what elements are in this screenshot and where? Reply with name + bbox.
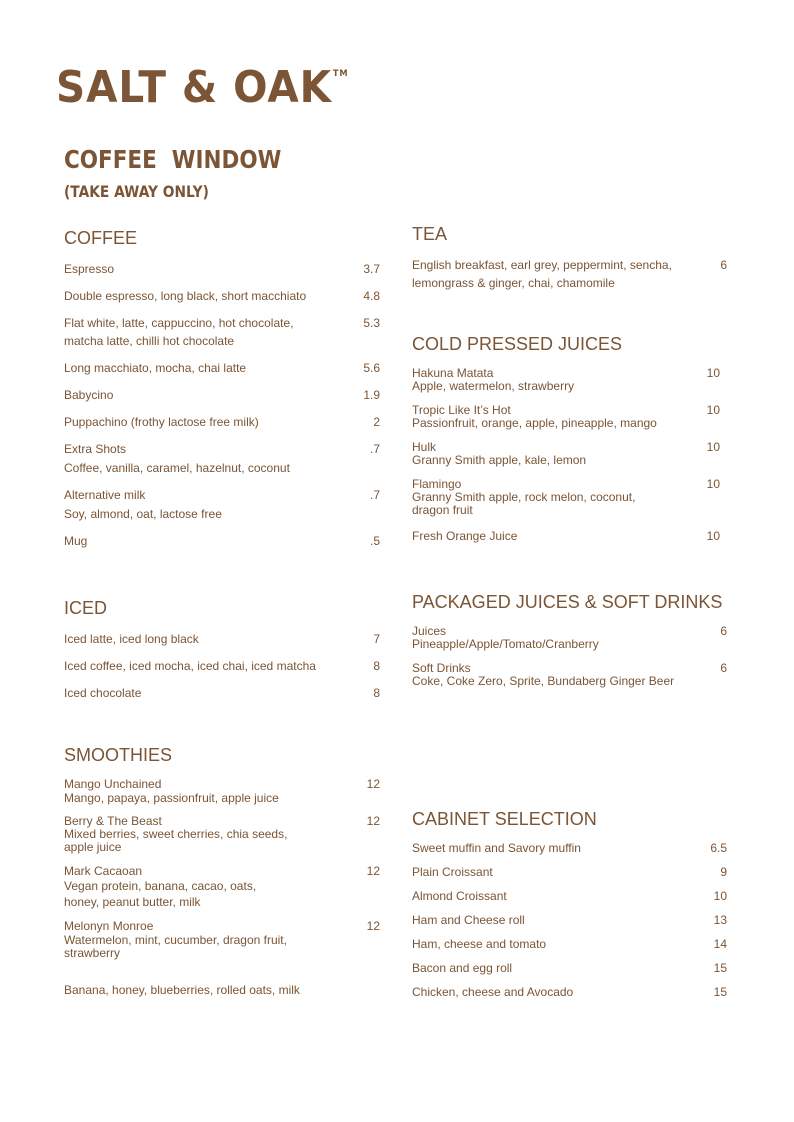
item-name: Ham and Cheese roll xyxy=(412,913,525,927)
item-description: Coke, Coke Zero, Sprite, Bundaberg Ginger Beer xyxy=(412,674,675,688)
item-price: 12 xyxy=(366,864,380,878)
item-name: Espresso xyxy=(64,262,115,276)
item-price: 10 xyxy=(706,403,720,417)
item-description: Apple, watermelon, strawberry xyxy=(412,379,575,393)
item-price: 6 xyxy=(720,258,727,272)
item-description: Granny Smith apple, kale, lemon xyxy=(412,453,587,467)
item-name: Alternative milk xyxy=(64,488,146,502)
section-heading-iced: ICED xyxy=(64,598,108,618)
section-heading-coffee: COFFEE xyxy=(64,228,138,248)
item-name: Bacon and egg roll xyxy=(412,961,513,975)
brand-logo xyxy=(56,62,349,113)
item-price: 6 xyxy=(720,661,727,675)
item-name: Hakuna Matata xyxy=(412,366,494,380)
item-description-continued: apple juice xyxy=(64,840,122,854)
item-name: Berry & The Beast xyxy=(64,814,162,828)
section-heading-tea: TEA xyxy=(412,224,448,244)
item-price: 3.7 xyxy=(363,262,380,276)
brand-name: SALT & OAK xyxy=(56,62,332,113)
page-title: COFFEE WINDOW xyxy=(64,145,282,174)
item-name: Mug xyxy=(64,534,88,548)
item-price: 9 xyxy=(720,865,727,879)
item-description: Soy, almond, oat, lactose free xyxy=(64,507,222,521)
item-name: Tropic Like It’s Hot xyxy=(412,403,511,417)
item-name: Juices xyxy=(412,624,447,638)
item-price: 8 xyxy=(373,686,380,700)
item-description: Mango, papaya, passionfruit, apple juice xyxy=(64,791,279,805)
section-heading-smoothies: SMOOTHIES xyxy=(64,745,173,765)
item-description-continued: strawberry xyxy=(64,946,121,960)
item-price: 12 xyxy=(366,919,380,933)
item-name: Plain Croissant xyxy=(412,865,493,879)
item-price: 4.8 xyxy=(363,289,380,303)
item-name: Iced chocolate xyxy=(64,686,142,700)
item-price: 15 xyxy=(713,985,727,999)
item-price: 6.5 xyxy=(710,841,727,855)
item-name: Mango Unchained xyxy=(64,777,162,791)
section-heading-cabinet-selection: CABINET SELECTION xyxy=(412,809,597,829)
item-name: Extra Shots xyxy=(64,442,127,456)
item-name: Sweet muffin and Savory muffin xyxy=(412,841,581,855)
item-price: 10 xyxy=(706,529,720,543)
item-name: Soft Drinks xyxy=(412,661,471,675)
item-name: Puppachino (frothy lactose free milk) xyxy=(64,415,259,429)
item-price: 13 xyxy=(713,913,727,927)
item-price: 5.6 xyxy=(363,361,380,375)
item-description-continued: honey, peanut butter, milk xyxy=(64,895,201,909)
item-name: Babycino xyxy=(64,388,114,402)
section-heading-cold-pressed-juices: COLD PRESSED JUICES xyxy=(412,334,623,354)
item-price: 15 xyxy=(713,961,727,975)
smoothie-extra-description: Banana, honey, blueberries, rolled oats, milk xyxy=(64,983,300,997)
item-price: 10 xyxy=(706,440,720,454)
item-name: Mark Cacaoan xyxy=(64,864,143,878)
item-name: Iced coffee, iced mocha, iced chai, iced matcha xyxy=(64,659,316,673)
item-description: Watermelon, mint, cucumber, dragon fruit, xyxy=(64,933,287,947)
item-price: 12 xyxy=(366,777,380,791)
item-price: 10 xyxy=(706,477,720,491)
item-price: 5.3 xyxy=(363,316,380,330)
item-name-continued: matcha latte, chilli hot chocolate xyxy=(64,334,235,348)
item-description: Granny Smith apple, rock melon, coconut, xyxy=(412,490,636,504)
page-subtitle: (TAKE AWAY ONLY) xyxy=(64,182,209,201)
item-description: Mixed berries, sweet cherries, chia seeds, xyxy=(64,827,288,841)
item-description: Pineapple/Apple/Tomato/Cranberry xyxy=(412,637,599,651)
item-description: Vegan protein, banana, cacao, oats, xyxy=(64,879,257,893)
item-name: Iced latte, iced long black xyxy=(64,632,199,646)
item-name: Almond Croissant xyxy=(412,889,507,903)
item-description: Coffee, vanilla, caramel, hazelnut, coconut xyxy=(64,461,290,475)
item-name: Chicken, cheese and Avocado xyxy=(412,985,574,999)
item-price: .7 xyxy=(369,442,380,456)
item-name: Ham, cheese and tomato xyxy=(412,937,547,951)
item-name: Hulk xyxy=(412,440,437,454)
item-price: 2 xyxy=(373,415,380,429)
item-price: 10 xyxy=(713,889,727,903)
item-name: Melonyn Monroe xyxy=(64,919,154,933)
item-price: 14 xyxy=(713,937,727,951)
item-price: .5 xyxy=(369,534,380,548)
item-name: Fresh Orange Juice xyxy=(412,529,518,543)
item-name: Flamingo xyxy=(412,477,462,491)
section-heading-packaged-juices: PACKAGED JUICES & SOFT DRINKS xyxy=(412,592,723,612)
item-price: 7 xyxy=(373,632,380,646)
trademark-mark: TM xyxy=(332,69,349,79)
item-name-continued: lemongrass & ginger, chai, chamomile xyxy=(412,276,615,290)
item-description-continued: dragon fruit xyxy=(412,503,473,517)
item-price: 10 xyxy=(706,366,720,380)
item-name: Double espresso, long black, short macchiato xyxy=(64,289,307,303)
item-name: Long macchiato, mocha, chai latte xyxy=(64,361,247,375)
item-name: Flat white, latte, cappuccino, hot chocolate, xyxy=(64,316,294,330)
item-name: English breakfast, earl grey, peppermint, sencha, xyxy=(412,258,672,272)
item-price: 8 xyxy=(373,659,380,673)
item-price: 1.9 xyxy=(363,388,380,402)
item-price: .7 xyxy=(369,488,380,502)
item-price: 12 xyxy=(366,814,380,828)
item-description: Passionfruit, orange, apple, pineapple, mango xyxy=(412,416,657,430)
item-price: 6 xyxy=(720,624,727,638)
